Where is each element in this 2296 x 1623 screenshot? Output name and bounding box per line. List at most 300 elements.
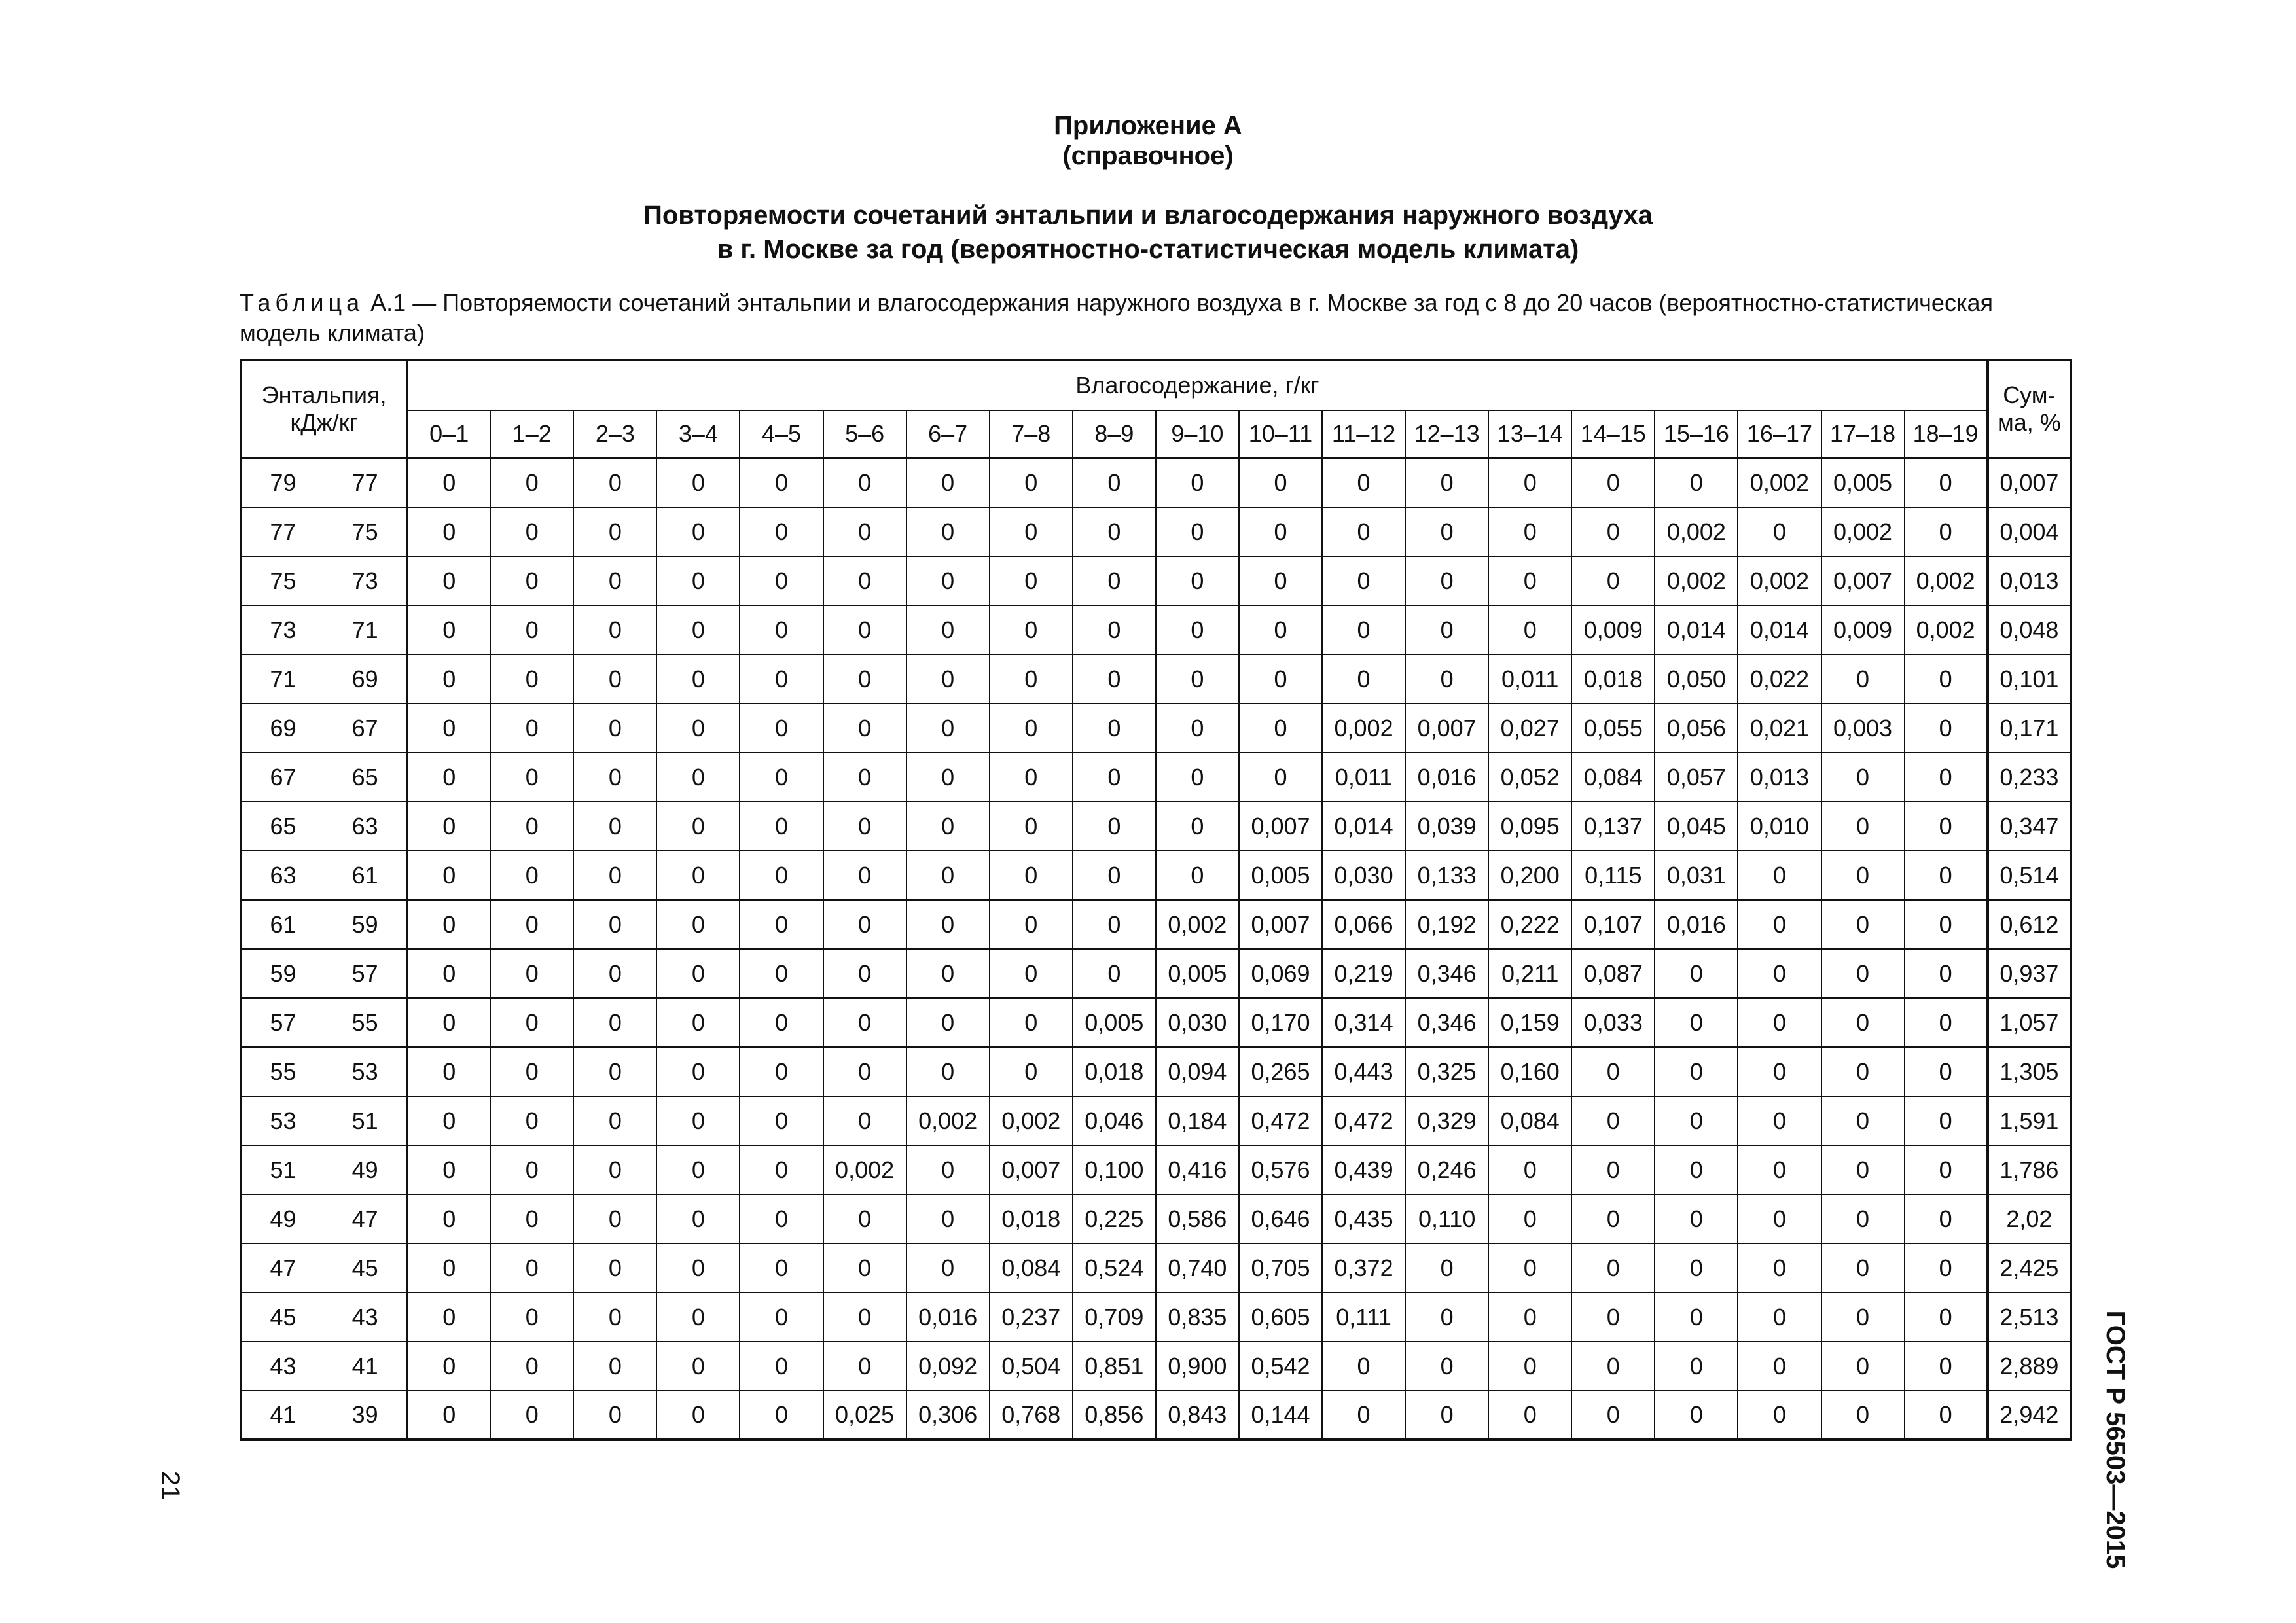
frequency-cell: 0 (740, 1194, 823, 1243)
frequency-cell: 0,011 (1488, 654, 1571, 704)
frequency-cell: 0 (407, 851, 490, 900)
frequency-cell: 0 (1156, 851, 1239, 900)
frequency-cell: 0 (656, 900, 740, 949)
frequency-cell: 0 (823, 458, 906, 507)
frequency-cell: 0 (740, 654, 823, 704)
frequency-cell: 0 (407, 998, 490, 1047)
frequency-cell: 0,472 (1322, 1096, 1405, 1145)
table-row (241, 1243, 2071, 1293)
frequency-cell: 0 (906, 704, 990, 753)
frequency-cell: 0,052 (1488, 753, 1571, 802)
frequency-cell: 0,021 (1738, 704, 1821, 753)
enthalpy-to-cell: 51 (324, 1096, 407, 1145)
frequency-cell: 0 (1738, 1096, 1821, 1145)
frequency-cell: 0,014 (1655, 605, 1738, 654)
enthalpy-from-cell: 61 (241, 900, 324, 949)
table-row (241, 704, 2071, 753)
sum-cell: 0,612 (1988, 900, 2071, 949)
frequency-cell: 0 (407, 1194, 490, 1243)
frequency-cell: 0 (656, 1293, 740, 1342)
frequency-cell: 0,056 (1655, 704, 1738, 753)
table-row (241, 1391, 2071, 1440)
table-row (241, 1047, 2071, 1096)
page-number: 21 (156, 1471, 185, 1501)
frequency-cell: 0,211 (1488, 949, 1571, 998)
frequency-cell: 0 (1239, 605, 1322, 654)
frequency-cell: 0 (823, 900, 906, 949)
moisture-bin-header: 16–17 (1738, 410, 1821, 458)
frequency-cell: 0,025 (823, 1391, 906, 1440)
frequency-cell: 0,115 (1571, 851, 1655, 900)
frequency-cell: 0,265 (1239, 1047, 1322, 1096)
frequency-cell: 0 (1322, 556, 1405, 605)
enthalpy-to-cell: 73 (324, 556, 407, 605)
frequency-cell: 0 (1571, 1096, 1655, 1145)
enthalpy-to-cell: 49 (324, 1145, 407, 1194)
frequency-cell: 0,057 (1655, 753, 1738, 802)
table-row (241, 507, 2071, 556)
frequency-cell: 0,605 (1239, 1293, 1322, 1342)
table-row (241, 654, 2071, 704)
frequency-cell: 0 (1821, 1342, 1905, 1391)
enthalpy-from-cell: 77 (241, 507, 324, 556)
table-row (241, 605, 2071, 654)
frequency-cell: 0 (1821, 1047, 1905, 1096)
frequency-cell: 0,016 (1655, 900, 1738, 949)
frequency-cell: 0 (656, 654, 740, 704)
frequency-cell: 0 (1738, 507, 1821, 556)
frequency-cell: 0,133 (1405, 851, 1488, 900)
frequency-cell: 0 (1655, 1145, 1738, 1194)
frequency-cell: 0,835 (1156, 1293, 1239, 1342)
frequency-cell: 0 (1073, 605, 1156, 654)
frequency-cell: 0 (990, 507, 1073, 556)
frequency-cell: 0,002 (1738, 556, 1821, 605)
moisture-content-header: Влагосодержание, г/кг (407, 360, 1988, 410)
frequency-cell: 0,586 (1156, 1194, 1239, 1243)
frequency-cell: 0 (1073, 900, 1156, 949)
frequency-cell: 0 (1488, 458, 1571, 507)
frequency-cell: 0 (1073, 654, 1156, 704)
table-row (241, 802, 2071, 851)
frequency-cell: 0 (490, 802, 573, 851)
frequency-cell: 0 (1738, 1145, 1821, 1194)
enthalpy-from-cell: 73 (241, 605, 324, 654)
table-caption-continued: модель климата) (240, 319, 425, 346)
frequency-cell: 0 (656, 1047, 740, 1096)
enthalpy-from-cell: 51 (241, 1145, 324, 1194)
frequency-cell: 0,045 (1655, 802, 1738, 851)
frequency-cell: 0 (906, 556, 990, 605)
frequency-cell: 0 (823, 1243, 906, 1293)
frequency-cell: 0 (1821, 851, 1905, 900)
frequency-cell: 0 (906, 949, 990, 998)
frequency-cell: 0 (573, 998, 656, 1047)
frequency-cell: 0,159 (1488, 998, 1571, 1047)
enthalpy-to-cell: 59 (324, 900, 407, 949)
moisture-bin-header: 9–10 (1156, 410, 1239, 458)
frequency-cell: 0 (573, 1243, 656, 1293)
frequency-cell: 0 (906, 654, 990, 704)
frequency-cell: 0 (1655, 1096, 1738, 1145)
frequency-cell: 0 (1405, 1243, 1488, 1293)
frequency-cell: 0 (1405, 507, 1488, 556)
enthalpy-from-cell: 63 (241, 851, 324, 900)
frequency-cell: 0 (906, 802, 990, 851)
frequency-cell: 0 (490, 1096, 573, 1145)
frequency-cell: 0 (1239, 507, 1322, 556)
sum-cell: 0,013 (1988, 556, 2071, 605)
frequency-cell: 0 (823, 753, 906, 802)
frequency-cell: 0,039 (1405, 802, 1488, 851)
frequency-cell: 0 (1905, 458, 1988, 507)
frequency-cell: 0,246 (1405, 1145, 1488, 1194)
frequency-cell: 0 (490, 1047, 573, 1096)
sum-cell: 0,007 (1988, 458, 2071, 507)
frequency-cell: 0,192 (1405, 900, 1488, 949)
frequency-cell: 0,306 (906, 1391, 990, 1440)
frequency-cell: 0 (906, 458, 990, 507)
frequency-cell: 0 (1571, 1391, 1655, 1440)
sum-cell: 0,347 (1988, 802, 2071, 851)
moisture-bin-header: 4–5 (740, 410, 823, 458)
frequency-cell: 0 (1738, 1047, 1821, 1096)
frequency-cell: 0,002 (1821, 507, 1905, 556)
frequency-cell: 0,107 (1571, 900, 1655, 949)
frequency-cell: 0 (1738, 1391, 1821, 1440)
frequency-cell: 0 (407, 1145, 490, 1194)
frequency-cell: 0 (1655, 949, 1738, 998)
frequency-cell: 0 (490, 1391, 573, 1440)
frequency-cell: 0,200 (1488, 851, 1571, 900)
frequency-cell: 0 (1905, 1047, 1988, 1096)
enthalpy-from-cell: 57 (241, 998, 324, 1047)
enthalpy-from-cell: 59 (241, 949, 324, 998)
moisture-bin-header: 17–18 (1821, 410, 1905, 458)
frequency-cell: 0 (1738, 900, 1821, 949)
frequency-cell: 0 (823, 704, 906, 753)
frequency-cell: 0 (1488, 1391, 1571, 1440)
frequency-cell: 0 (740, 1342, 823, 1391)
frequency-cell: 0 (407, 1391, 490, 1440)
frequency-cell: 0 (740, 1145, 823, 1194)
frequency-cell: 0 (1905, 704, 1988, 753)
frequency-cell: 0 (823, 1096, 906, 1145)
frequency-cell: 0,843 (1156, 1391, 1239, 1440)
enthalpy-to-cell: 77 (324, 458, 407, 507)
frequency-cell: 0 (1905, 1243, 1988, 1293)
frequency-cell: 0 (656, 1243, 740, 1293)
page-title-line-2: в г. Москве за год (вероятностно-статистическая модель климата) (717, 235, 1579, 264)
frequency-cell: 0 (823, 949, 906, 998)
frequency-cell: 0,018 (990, 1194, 1073, 1243)
frequency-cell: 0,007 (1239, 900, 1322, 949)
frequency-cell: 0,009 (1821, 605, 1905, 654)
sum-cell: 1,305 (1988, 1047, 2071, 1096)
frequency-cell: 0 (906, 753, 990, 802)
document-code: ГОСТ Р 56503—2015 (2101, 1310, 2130, 1569)
frequency-cell: 0 (656, 753, 740, 802)
frequency-cell: 0 (1821, 654, 1905, 704)
frequency-cell: 0 (1239, 704, 1322, 753)
frequency-cell: 0 (1821, 802, 1905, 851)
frequency-cell: 0,237 (990, 1293, 1073, 1342)
frequency-cell: 0 (1239, 654, 1322, 704)
frequency-cell: 0,055 (1571, 704, 1655, 753)
frequency-cell: 0 (1405, 458, 1488, 507)
frequency-cell: 0,225 (1073, 1194, 1156, 1243)
frequency-cell: 0 (1488, 605, 1571, 654)
frequency-cell: 0 (656, 1194, 740, 1243)
frequency-cell: 0 (1738, 1243, 1821, 1293)
frequency-cell: 0 (490, 949, 573, 998)
enthalpy-from-cell: 67 (241, 753, 324, 802)
table-row (241, 900, 2071, 949)
table-row (241, 753, 2071, 802)
moisture-bin-header: 11–12 (1322, 410, 1405, 458)
frequency-cell: 0 (573, 605, 656, 654)
frequency-cell: 0 (1655, 998, 1738, 1047)
frequency-cell: 0,084 (1488, 1096, 1571, 1145)
frequency-cell: 0 (1738, 1342, 1821, 1391)
enthalpy-to-cell: 67 (324, 704, 407, 753)
frequency-cell: 0 (740, 998, 823, 1047)
frequency-cell: 0 (906, 507, 990, 556)
enthalpy-from-cell: 43 (241, 1342, 324, 1391)
frequency-cell: 0 (1571, 1243, 1655, 1293)
frequency-cell: 0 (1738, 998, 1821, 1047)
frequency-cell: 0 (656, 998, 740, 1047)
frequency-cell: 0,346 (1405, 949, 1488, 998)
frequency-cell: 0 (906, 1243, 990, 1293)
frequency-cell: 0,002 (1738, 458, 1821, 507)
frequency-cell: 0 (990, 753, 1073, 802)
enthalpy-from-cell: 69 (241, 704, 324, 753)
sum-cell: 0,514 (1988, 851, 2071, 900)
frequency-cell: 0 (1571, 507, 1655, 556)
moisture-bin-header: 0–1 (407, 410, 490, 458)
frequency-cell: 0,346 (1405, 998, 1488, 1047)
frequency-cell: 0 (1821, 949, 1905, 998)
frequency-cell: 0,030 (1322, 851, 1405, 900)
frequency-cell: 0 (1073, 458, 1156, 507)
frequency-cell: 0,016 (1405, 753, 1488, 802)
frequency-cell: 0 (1073, 802, 1156, 851)
frequency-cell: 0 (1905, 998, 1988, 1047)
frequency-cell: 0,013 (1738, 753, 1821, 802)
frequency-cell: 0 (823, 1047, 906, 1096)
frequency-cell: 0,095 (1488, 802, 1571, 851)
table-row (241, 1145, 2071, 1194)
frequency-cell: 0 (573, 1096, 656, 1145)
frequency-cell: 0,002 (823, 1145, 906, 1194)
frequency-cell: 0 (573, 507, 656, 556)
enthalpy-column-header: Энтальпия, кДж/кг (241, 360, 407, 458)
moisture-bin-header: 10–11 (1239, 410, 1322, 458)
sum-cell: 0,171 (1988, 704, 2071, 753)
frequency-cell: 0,002 (906, 1096, 990, 1145)
frequency-cell: 0 (1156, 802, 1239, 851)
frequency-cell: 0 (906, 1047, 990, 1096)
frequency-cell: 0 (740, 900, 823, 949)
frequency-cell: 0 (573, 753, 656, 802)
frequency-cell: 0,435 (1322, 1194, 1405, 1243)
frequency-cell: 0,030 (1156, 998, 1239, 1047)
frequency-cell: 0 (1821, 1145, 1905, 1194)
enthalpy-from-cell: 65 (241, 802, 324, 851)
frequency-cell: 0 (407, 753, 490, 802)
frequency-cell: 0 (490, 605, 573, 654)
frequency-cell: 0,416 (1156, 1145, 1239, 1194)
frequency-cell: 0 (823, 1342, 906, 1391)
frequency-cell: 0 (1488, 1194, 1571, 1243)
frequency-cell: 0 (1905, 900, 1988, 949)
frequency-cell: 0 (1405, 1342, 1488, 1391)
frequency-cell: 0 (906, 998, 990, 1047)
frequency-cell: 0 (490, 507, 573, 556)
frequency-cell: 0,069 (1239, 949, 1322, 998)
frequency-cell: 0 (1322, 458, 1405, 507)
frequency-cell: 0 (490, 1145, 573, 1194)
frequency-cell: 0,007 (990, 1145, 1073, 1194)
frequency-cell: 0 (1655, 1194, 1738, 1243)
frequency-cell: 0 (740, 1243, 823, 1293)
table-caption-text: А.1 — Повторяемости сочетаний энтальпии и влагосодержания наружного воздуха в г. Москве за год с 8 до 20 часов (вероятностно-статистическая (364, 289, 1994, 316)
enthalpy-from-cell: 49 (241, 1194, 324, 1243)
frequency-cell: 0,504 (990, 1342, 1073, 1391)
frequency-cell: 0 (1905, 753, 1988, 802)
frequency-cell: 0,066 (1322, 900, 1405, 949)
frequency-cell: 0,005 (1073, 998, 1156, 1047)
frequency-cell: 0 (1571, 1194, 1655, 1243)
sum-cell: 1,057 (1988, 998, 2071, 1047)
frequency-cell: 0 (1156, 458, 1239, 507)
enthalpy-from-cell: 55 (241, 1047, 324, 1096)
page-title-line-1: Повторяемости сочетаний энтальпии и влагосодержания наружного воздуха (643, 201, 1653, 230)
frequency-cell: 0 (407, 1096, 490, 1145)
frequency-cell: 0 (823, 1194, 906, 1243)
frequency-cell: 0 (407, 507, 490, 556)
frequency-cell: 0 (1655, 458, 1738, 507)
enthalpy-to-cell: 43 (324, 1293, 407, 1342)
frequency-cell: 0 (656, 458, 740, 507)
frequency-cell: 0 (1905, 507, 1988, 556)
frequency-cell: 0,092 (906, 1342, 990, 1391)
frequency-cell: 0 (990, 458, 1073, 507)
frequency-cell: 0,084 (990, 1243, 1073, 1293)
frequency-cell: 0 (407, 802, 490, 851)
frequency-cell: 0 (1488, 1342, 1571, 1391)
frequency-cell: 0 (990, 605, 1073, 654)
enthalpy-to-cell: 65 (324, 753, 407, 802)
frequency-cell: 0 (407, 1243, 490, 1293)
frequency-cell: 0,010 (1738, 802, 1821, 851)
frequency-cell: 0 (740, 1391, 823, 1440)
enthalpy-to-cell: 45 (324, 1243, 407, 1293)
frequency-cell: 0 (906, 1145, 990, 1194)
frequency-cell: 0 (1322, 507, 1405, 556)
frequency-cell: 0 (573, 1391, 656, 1440)
frequency-cell: 0,144 (1239, 1391, 1322, 1440)
frequency-cell: 0,002 (1905, 605, 1988, 654)
frequency-cell: 0,740 (1156, 1243, 1239, 1293)
frequency-cell: 0,002 (1322, 704, 1405, 753)
frequency-cell: 0 (573, 949, 656, 998)
frequency-cell: 0 (823, 998, 906, 1047)
frequency-cell: 0,705 (1239, 1243, 1322, 1293)
frequency-cell: 0 (1738, 949, 1821, 998)
frequency-cell: 0 (656, 605, 740, 654)
frequency-table (240, 359, 2072, 1441)
frequency-cell: 0 (573, 1047, 656, 1096)
frequency-cell: 0,443 (1322, 1047, 1405, 1096)
frequency-cell: 0 (740, 507, 823, 556)
frequency-cell: 0 (1655, 1243, 1738, 1293)
table-row (241, 556, 2071, 605)
frequency-cell: 0 (990, 556, 1073, 605)
frequency-cell: 0 (1405, 556, 1488, 605)
frequency-cell: 0,222 (1488, 900, 1571, 949)
frequency-cell: 0 (656, 1096, 740, 1145)
enthalpy-to-cell: 69 (324, 654, 407, 704)
frequency-cell: 0,160 (1488, 1047, 1571, 1096)
frequency-cell: 0 (490, 753, 573, 802)
frequency-cell: 0 (407, 900, 490, 949)
frequency-cell: 0 (740, 851, 823, 900)
frequency-cell: 0 (407, 556, 490, 605)
frequency-cell: 0 (1821, 998, 1905, 1047)
frequency-cell: 0 (1655, 1293, 1738, 1342)
frequency-cell: 0 (906, 605, 990, 654)
enthalpy-to-cell: 71 (324, 605, 407, 654)
frequency-cell: 0,018 (1571, 654, 1655, 704)
moisture-bin-header: 8–9 (1073, 410, 1156, 458)
frequency-cell: 0 (1488, 1145, 1571, 1194)
frequency-cell: 0 (490, 1293, 573, 1342)
frequency-cell: 0,027 (1488, 704, 1571, 753)
frequency-cell: 0 (990, 998, 1073, 1047)
frequency-cell: 0 (1488, 1293, 1571, 1342)
frequency-cell: 0 (1156, 654, 1239, 704)
frequency-cell: 0 (823, 802, 906, 851)
appendix-note: (справочное) (1062, 141, 1234, 170)
frequency-cell: 0 (1571, 1145, 1655, 1194)
frequency-cell: 0,472 (1239, 1096, 1322, 1145)
frequency-cell: 0,576 (1239, 1145, 1322, 1194)
frequency-cell: 0 (906, 851, 990, 900)
moisture-bin-header: 6–7 (906, 410, 990, 458)
frequency-cell: 0 (1905, 949, 1988, 998)
frequency-cell: 0,100 (1073, 1145, 1156, 1194)
frequency-cell: 0 (740, 1047, 823, 1096)
table-row (241, 1342, 2071, 1391)
frequency-cell: 0,900 (1156, 1342, 1239, 1391)
frequency-cell: 0 (1239, 458, 1322, 507)
frequency-cell: 0 (490, 1243, 573, 1293)
sum-cell: 0,048 (1988, 605, 2071, 654)
frequency-cell: 0 (1821, 753, 1905, 802)
enthalpy-from-cell: 47 (241, 1243, 324, 1293)
frequency-cell: 0 (407, 605, 490, 654)
frequency-cell: 0 (823, 556, 906, 605)
frequency-cell: 0 (573, 900, 656, 949)
frequency-cell: 0 (573, 654, 656, 704)
frequency-cell: 0,011 (1322, 753, 1405, 802)
frequency-cell: 0 (1571, 1047, 1655, 1096)
frequency-cell: 0,184 (1156, 1096, 1239, 1145)
enthalpy-to-cell: 63 (324, 802, 407, 851)
frequency-cell: 0 (740, 458, 823, 507)
